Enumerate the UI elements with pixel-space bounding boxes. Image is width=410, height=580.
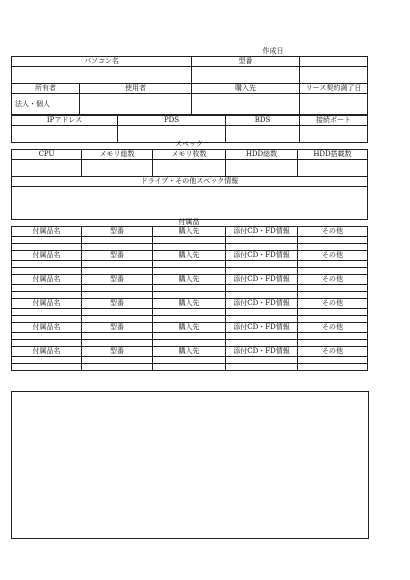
accessory-cd-fd-info-field[interactable] — [226, 364, 298, 371]
accessory-model-field[interactable] — [82, 268, 153, 275]
accessory-other-label: その他 — [298, 275, 368, 285]
accessory-cd-fd-info-field[interactable] — [226, 333, 298, 340]
accessory-cd-fd-info-field[interactable] — [226, 268, 298, 275]
vendor-label: 購入先 — [192, 84, 300, 94]
hdd-total-label: HDD総数 — [226, 150, 298, 160]
accessory-vendor-field[interactable] — [153, 357, 226, 364]
accessory-name-field[interactable] — [12, 292, 82, 299]
accessory-name-field[interactable] — [12, 244, 82, 251]
hdd-total-field[interactable] — [226, 160, 298, 177]
model-label: 型番 — [192, 57, 300, 67]
accessories-table — [11, 226, 368, 371]
accessory-other-field[interactable] — [298, 261, 368, 268]
accessory-name-label: 付属品名 — [12, 275, 82, 285]
accessory-cd-fd-info-label: 添付CD・FD情報 — [226, 347, 298, 357]
accessory-vendor-label: 購入先 — [153, 299, 226, 309]
accessory-name-field[interactable] — [12, 261, 82, 268]
accessory-model-field[interactable] — [82, 357, 153, 364]
accessory-other-field[interactable] — [298, 244, 368, 251]
cpu-label: CPU — [12, 150, 82, 160]
lease-end-label: リース契約満了日 — [300, 84, 368, 94]
accessory-cd-fd-info-field[interactable] — [226, 237, 298, 244]
accessory-cd-fd-info-label: 添付CD・FD情報 — [226, 251, 298, 261]
accessory-name-label: 付属品名 — [12, 227, 82, 237]
accessory-vendor-label: 購入先 — [153, 275, 226, 285]
accessory-vendor-field[interactable] — [153, 285, 226, 292]
accessory-cd-fd-info-label: 添付CD・FD情報 — [226, 275, 298, 285]
accessory-cd-fd-info-field[interactable] — [226, 261, 298, 268]
hdd-count-field[interactable] — [298, 160, 368, 177]
accessory-cd-fd-info-field[interactable] — [226, 292, 298, 299]
accessory-name-field[interactable] — [12, 333, 82, 340]
pds-label: PDS — [118, 116, 226, 126]
accessory-other-field[interactable] — [298, 340, 368, 347]
network-table — [11, 115, 368, 143]
ip-address-label: IPアドレス — [12, 116, 118, 126]
accessory-model-label: 型番 — [82, 275, 153, 285]
accessory-name-field[interactable] — [12, 285, 82, 292]
accessory-name-field[interactable] — [12, 357, 82, 364]
accessory-model-field[interactable] — [82, 316, 153, 323]
created-date-field[interactable] — [300, 57, 368, 67]
pc-info-table — [11, 56, 368, 84]
accessory-cd-fd-info-field[interactable] — [226, 244, 298, 251]
accessory-other-field[interactable] — [298, 285, 368, 292]
accessory-other-label: その他 — [298, 347, 368, 357]
accessory-cd-fd-info-label: 添付CD・FD情報 — [226, 227, 298, 237]
accessory-model-label: 型番 — [82, 347, 153, 357]
memory-total-label: メモリ総数 — [82, 150, 153, 160]
spec-table — [11, 149, 368, 220]
pc-name-field[interactable] — [12, 67, 192, 84]
accessory-model-label: 型番 — [82, 227, 153, 237]
connection-port-field[interactable] — [300, 126, 368, 143]
pc-name-label: パソコン名 — [12, 57, 192, 67]
accessory-vendor-field[interactable] — [153, 364, 226, 371]
accessory-other-field[interactable] — [298, 268, 368, 275]
accessory-model-field[interactable] — [82, 261, 153, 268]
accessory-vendor-field[interactable] — [153, 244, 226, 251]
model-field[interactable] — [192, 67, 300, 84]
accessory-vendor-label: 購入先 — [153, 251, 226, 261]
accessory-model-label: 型番 — [82, 299, 153, 309]
accessory-name-field[interactable] — [12, 340, 82, 347]
accessory-name-field[interactable] — [12, 237, 82, 244]
hdd-count-label: HDD搭載数 — [298, 150, 368, 160]
accessory-cd-fd-info-field[interactable] — [226, 285, 298, 292]
accessory-model-label: 型番 — [82, 323, 153, 333]
accessory-name-label: 付属品名 — [12, 347, 82, 357]
accessory-name-label: 付属品名 — [12, 251, 82, 261]
accessory-vendor-field[interactable] — [153, 340, 226, 347]
bds-field[interactable] — [226, 126, 300, 143]
accessory-vendor-label: 購入先 — [153, 323, 226, 333]
memory-total-field[interactable] — [82, 160, 153, 177]
accessory-cd-fd-info-field[interactable] — [226, 316, 298, 323]
cpu-field[interactable] — [12, 160, 82, 177]
accessory-other-label: その他 — [298, 323, 368, 333]
drive-other-spec-field[interactable] — [12, 187, 368, 220]
accessory-cd-fd-info-field[interactable] — [226, 340, 298, 347]
drive-other-spec-label: ドライブ・その他スペック情報 — [12, 177, 368, 187]
accessory-other-field[interactable] — [298, 316, 368, 323]
accessory-model-field[interactable] — [82, 364, 153, 371]
accessory-vendor-label: 購入先 — [153, 347, 226, 357]
accessory-cd-fd-info-label: 添付CD・FD情報 — [226, 323, 298, 333]
accessory-cd-fd-info-field[interactable] — [226, 309, 298, 316]
accessory-other-label: その他 — [298, 251, 368, 261]
accessory-vendor-field[interactable] — [153, 316, 226, 323]
accessory-model-label: 型番 — [82, 251, 153, 261]
created-date-label: 作成日 — [262, 47, 284, 55]
accessories-section-title: 付属品 — [178, 218, 200, 226]
accessory-model-field[interactable] — [82, 285, 153, 292]
lease-end-field[interactable] — [300, 94, 368, 115]
user-label: 使用者 — [80, 84, 192, 94]
accessory-other-label: その他 — [298, 299, 368, 309]
vendor-field[interactable] — [192, 94, 300, 115]
accessory-vendor-label: 購入先 — [153, 227, 226, 237]
accessory-vendor-field[interactable] — [153, 333, 226, 340]
created-date-value-field[interactable] — [300, 67, 368, 84]
accessory-name-field[interactable] — [12, 309, 82, 316]
accessory-vendor-field[interactable] — [153, 292, 226, 299]
accessory-other-field[interactable] — [298, 309, 368, 316]
accessory-other-field[interactable] — [298, 357, 368, 364]
accessory-name-field[interactable] — [12, 364, 82, 371]
accessory-model-field[interactable] — [82, 292, 153, 299]
accessory-model-field[interactable] — [82, 340, 153, 347]
ownership-table — [11, 83, 368, 115]
accessory-model-field[interactable] — [82, 237, 153, 244]
owner-label: 所有者 — [12, 84, 80, 94]
spec-section-title: スペック — [175, 140, 203, 148]
accessory-cd-fd-info-label: 添付CD・FD情報 — [226, 299, 298, 309]
accessory-other-field[interactable] — [298, 364, 368, 371]
accessory-other-field[interactable] — [298, 333, 368, 340]
accessory-model-field[interactable] — [82, 333, 153, 340]
user-field[interactable] — [80, 94, 192, 115]
ip-address-field[interactable] — [12, 126, 118, 143]
accessory-name-label: 付属品名 — [12, 299, 82, 309]
accessory-name-field[interactable] — [12, 268, 82, 275]
bds-label: BDS — [226, 116, 300, 126]
memory-slots-field[interactable] — [153, 160, 226, 177]
accessory-model-field[interactable] — [82, 309, 153, 316]
accessory-other-field[interactable] — [298, 292, 368, 299]
accessory-other-field[interactable] — [298, 237, 368, 244]
accessory-vendor-field[interactable] — [153, 261, 226, 268]
accessory-vendor-field[interactable] — [153, 309, 226, 316]
accessory-name-field[interactable] — [12, 316, 82, 323]
accessory-other-label: その他 — [298, 227, 368, 237]
memory-slots-label: メモリ枚数 — [153, 150, 226, 160]
owner-type-value[interactable]: 法人・個人 — [12, 94, 80, 115]
accessory-cd-fd-info-field[interactable] — [226, 357, 298, 364]
notes-area[interactable] — [11, 391, 369, 539]
connection-port-label: 接続ポート — [300, 116, 368, 126]
accessory-name-label: 付属品名 — [12, 323, 82, 333]
accessory-vendor-field[interactable] — [153, 237, 226, 244]
accessory-model-field[interactable] — [82, 244, 153, 251]
accessory-vendor-field[interactable] — [153, 268, 226, 275]
